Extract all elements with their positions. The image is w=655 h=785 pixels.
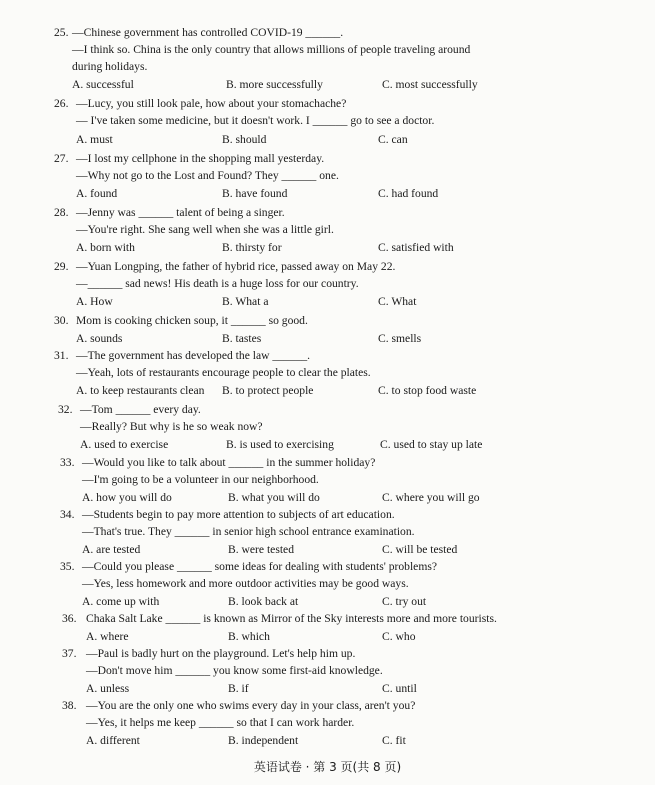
question-line: —Yuan Longping, the father of hybrid rice, passed away on May 22. [76, 260, 396, 273]
option-a: A. must [76, 133, 113, 146]
option-a: A. born with [76, 241, 135, 254]
page-footer: 英语试卷 · 第 3 页(共 8 页) [253, 760, 402, 774]
question-number: 26. [54, 97, 69, 110]
question-number: 32. [58, 403, 73, 416]
option-a: A. successful [72, 78, 134, 91]
option-a: A. to keep restaurants clean [76, 384, 205, 397]
option-b: B. have found [222, 187, 288, 200]
option-b: B. look back at [228, 595, 299, 608]
option-b: B. What a [222, 295, 269, 308]
option-b: B. what you will do [228, 491, 320, 504]
question-number: 37. [62, 647, 77, 660]
question-line: — I've taken some medicine, but it doesn't work. I ______ go to see a doctor. [76, 114, 435, 127]
question-line: —You're right. She sang well when she was a little girl. [76, 223, 334, 236]
question-number: 35. [60, 560, 75, 573]
question-line: —That's true. They ______ in senior high school entrance examination. [82, 525, 415, 538]
question-number: 38. [62, 699, 77, 712]
option-c: C. can [378, 133, 408, 146]
question-line: —Really? But why is he so weak now? [80, 420, 263, 433]
option-a: A. different [86, 734, 140, 747]
question-line: Chaka Salt Lake ______ is known as Mirror of the Sky interests more and more tourists. [86, 612, 497, 625]
question-line: —______ sad news! His death is a huge loss for our country. [76, 277, 359, 290]
question-line: —Would you like to talk about ______ in the summer holiday? [82, 456, 376, 469]
question-number: 29. [54, 260, 69, 273]
option-b: B. independent [228, 734, 299, 747]
question-line: —Why not go to the Lost and Found? They ______ one. [76, 169, 339, 182]
option-b: B. should [222, 133, 267, 146]
option-c: C. will be tested [382, 543, 458, 556]
option-c: C. who [382, 630, 416, 643]
option-a: A. come up with [82, 595, 160, 608]
question-line: —Yes, less homework and more outdoor activities may be good ways. [82, 577, 409, 590]
option-c: C. to stop food waste [378, 384, 477, 397]
option-c: C. fit [382, 734, 406, 747]
question-line: —Jenny was ______ talent of being a singer. [76, 206, 285, 219]
option-a: A. used to exercise [80, 438, 169, 451]
option-c: C. until [382, 682, 417, 695]
option-a: A. are tested [82, 543, 141, 556]
question-line: —Don't move him ______ you know some first-aid knowledge. [86, 664, 383, 677]
question-number: 33. [60, 456, 75, 469]
option-a: A. How [76, 295, 113, 308]
option-b: B. which [228, 630, 270, 643]
option-b: B. if [228, 682, 249, 695]
question-number: 30. [54, 314, 69, 327]
question-line: —I lost my cellphone in the shopping mall yesterday. [76, 152, 325, 165]
option-b: B. more successfully [226, 78, 323, 91]
question-line: —Yes, it helps me keep ______ so that I can work harder. [86, 716, 355, 729]
question-line: —Yeah, lots of restaurants encourage people to clear the plates. [76, 366, 371, 379]
option-c: C. most successfully [382, 78, 478, 91]
question-line: —You are the only one who swims every day in your class, aren't you? [86, 699, 416, 712]
question-line: —I think so. China is the only country that allows millions of people traveling around [72, 43, 471, 56]
question-number: 27. [54, 152, 69, 165]
option-c: C. had found [378, 187, 439, 200]
option-c: C. try out [382, 595, 427, 608]
option-b: B. to protect people [222, 384, 314, 397]
question-line: —Paul is badly hurt on the playground. Let's help him up. [86, 647, 356, 660]
question-line: —Lucy, you still look pale, how about your stomachache? [76, 97, 347, 110]
question-line: —Students begin to pay more attention to subjects of art education. [82, 508, 395, 521]
option-a: A. where [86, 630, 129, 643]
option-a: A. found [76, 187, 118, 200]
question-line: Mom is cooking chicken soup, it ______ so good. [76, 314, 308, 327]
question-line: during holidays. [72, 60, 148, 73]
option-a: A. how you will do [82, 491, 172, 504]
option-c: C. What [378, 295, 417, 308]
option-c: C. used to stay up late [380, 438, 483, 451]
question-number: 36. [62, 612, 77, 625]
question-line: —I'm going to be a volunteer in our neighborhood. [82, 473, 319, 486]
question-number: 25. [54, 26, 69, 39]
option-b: B. is used to exercising [226, 438, 334, 451]
question-line: —The government has developed the law ______. [76, 349, 311, 362]
option-b: B. were tested [228, 543, 294, 556]
option-c: C. satisfied with [378, 241, 454, 254]
question-line: —Tom ______ every day. [80, 403, 201, 416]
option-c: C. smells [378, 332, 422, 345]
question-line: —Chinese government has controlled COVID-19 ______. [72, 26, 344, 39]
question-number: 34. [60, 508, 75, 521]
option-b: B. tastes [222, 332, 262, 345]
option-c: C. where you will go [382, 491, 480, 504]
option-b: B. thirsty for [222, 241, 282, 254]
option-a: A. unless [86, 682, 130, 695]
question-number: 31. [54, 349, 69, 362]
question-line: —Could you please ______ some ideas for dealing with students' problems? [82, 560, 437, 573]
question-number: 28. [54, 206, 69, 219]
option-a: A. sounds [76, 332, 123, 345]
